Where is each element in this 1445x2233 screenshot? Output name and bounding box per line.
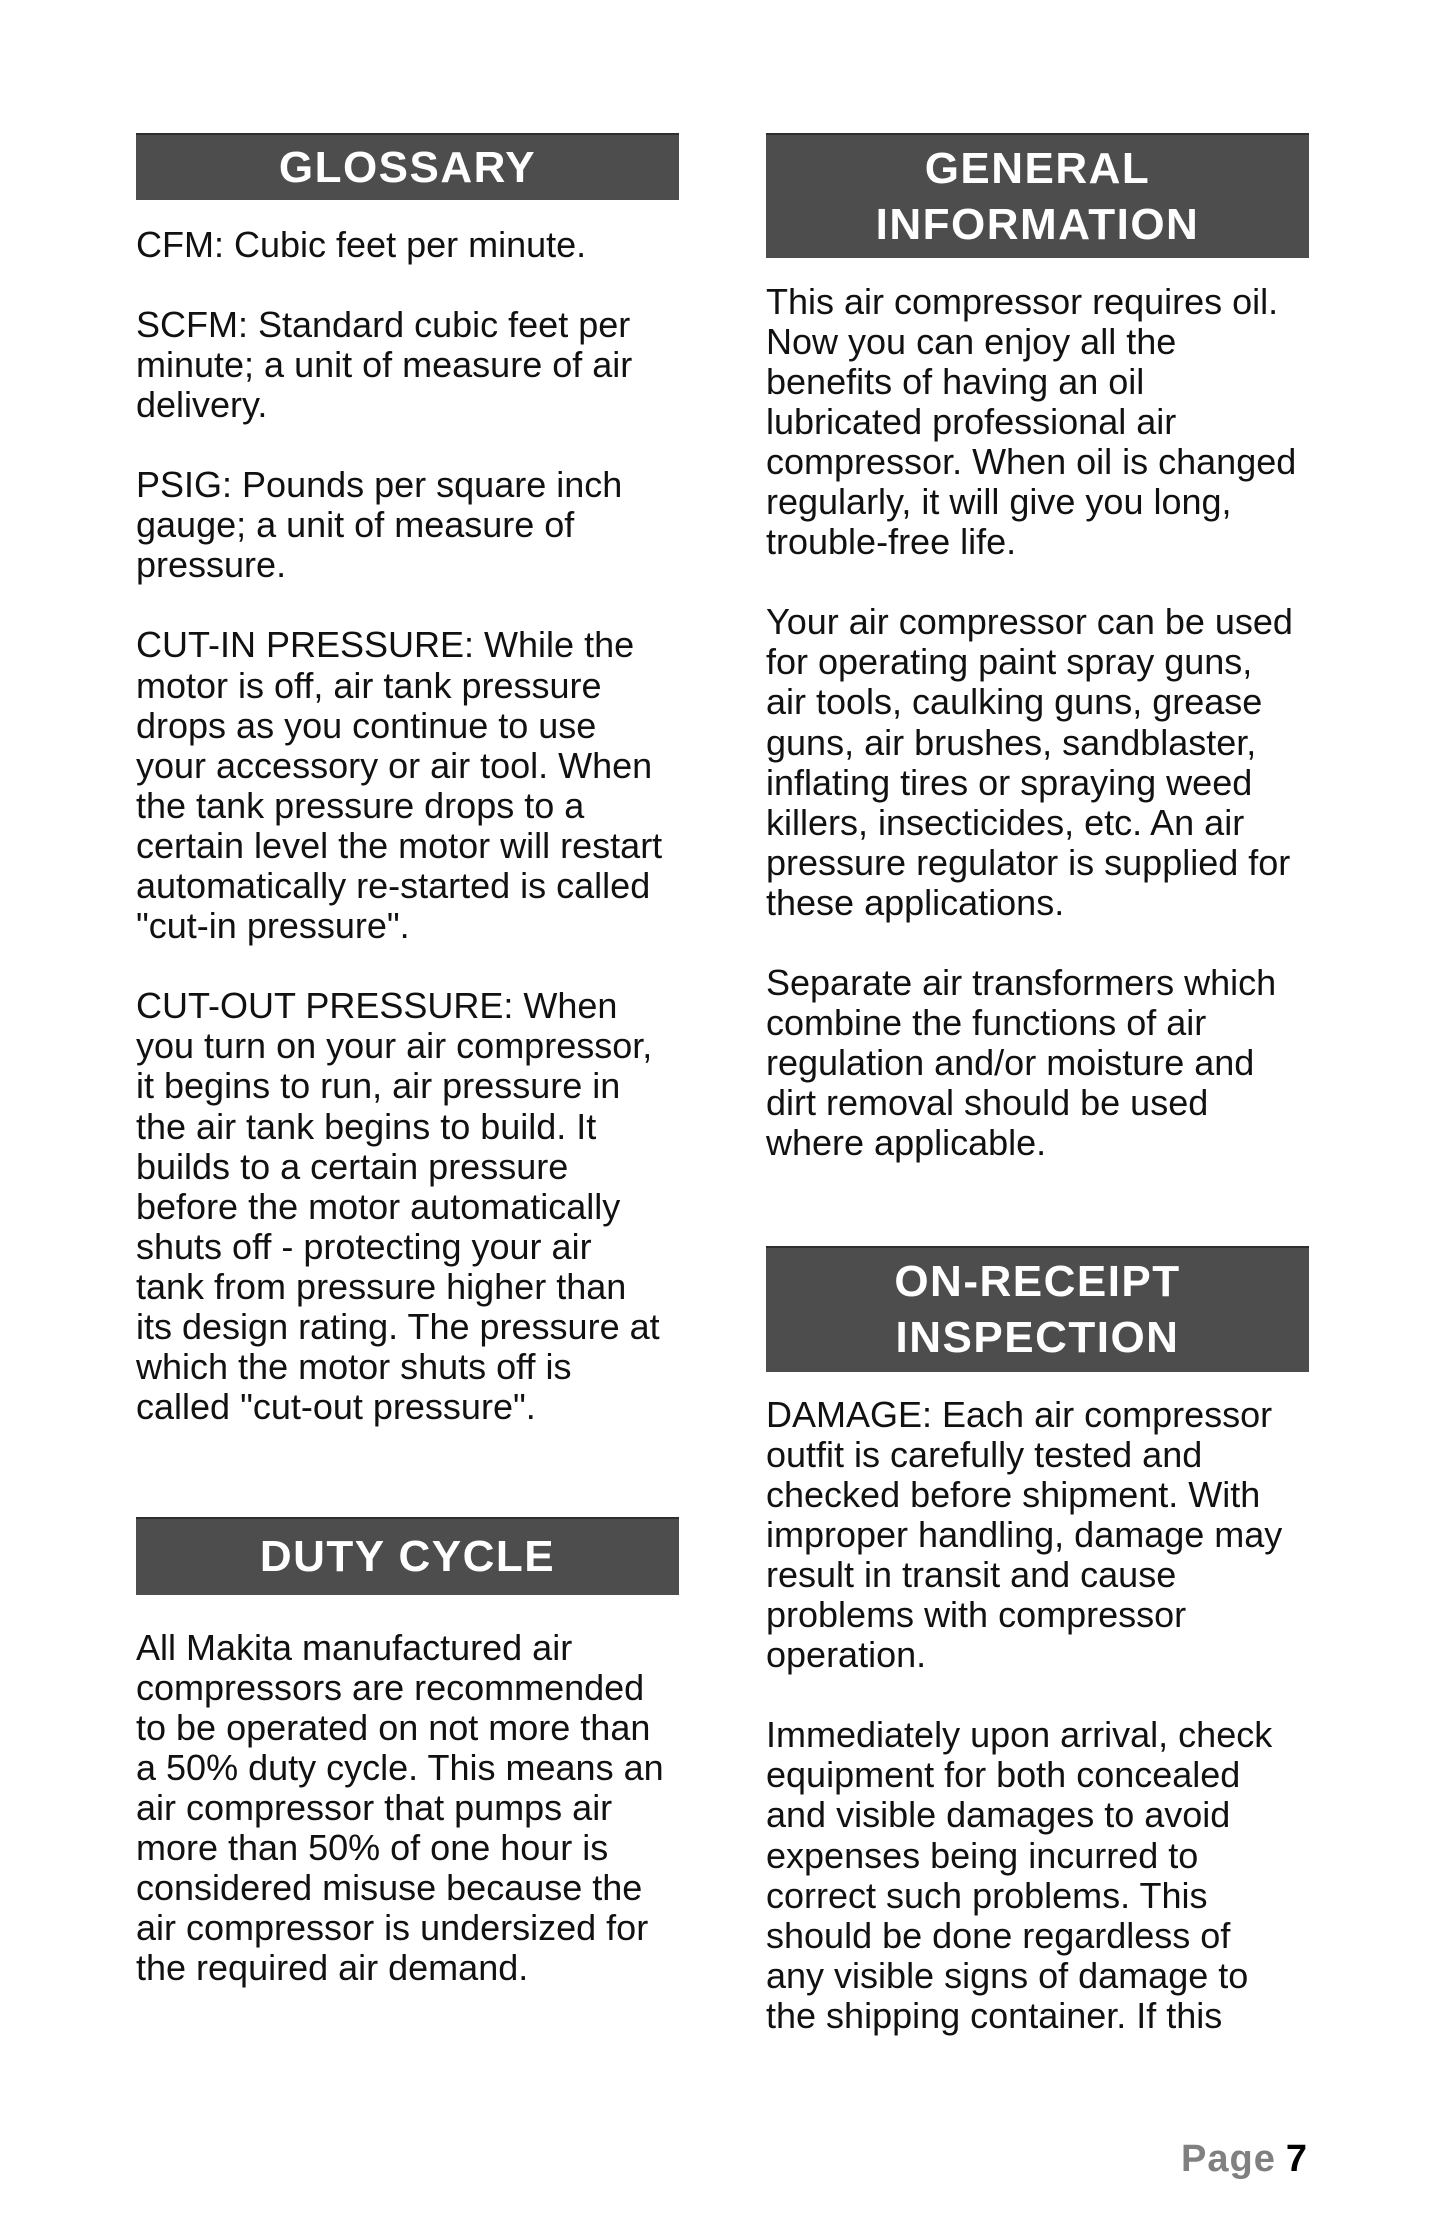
text-line: drops as you continue to use — [136, 704, 597, 746]
text-line: This air compressor requires oil. — [766, 280, 1279, 322]
text-line: automatically re-started is called — [136, 865, 651, 906]
paragraph — [766, 963, 1326, 1163]
text-line: CFM: Cubic feet per minute. — [136, 223, 587, 265]
heading-line: ON-RECEIPT — [894, 1257, 1181, 1306]
text-line: for operating paint spray guns, — [766, 641, 1253, 683]
page-footer — [1181, 2138, 1308, 2180]
text-line: where applicable. — [766, 1122, 1047, 1164]
text-line: your accessory or air tool. When — [136, 744, 653, 786]
text-line: correct such problems. This — [766, 1874, 1208, 1916]
heading-line: DUTY CYCLE — [259, 1532, 556, 1581]
text-line: delivery. — [136, 383, 268, 425]
text-line: these applications. — [766, 881, 1065, 923]
paragraph — [136, 625, 696, 946]
text-line: CUT-IN PRESSURE: While the — [136, 624, 635, 666]
paragraph — [766, 1715, 1326, 2036]
text-line: tank from pressure higher than — [136, 1265, 627, 1307]
text-line: minute; a unit of measure of air — [136, 343, 633, 385]
text-line: more than 50% of one hour is — [136, 1826, 609, 1868]
text-line: gauge; a unit of measure of — [136, 504, 575, 546]
text-line: a 50% duty cycle. This means an — [136, 1746, 664, 1788]
text-line: lubricated professional air — [766, 400, 1177, 442]
text-line: certain level the motor will restart — [136, 824, 663, 866]
text-line: result in transit and cause — [766, 1553, 1177, 1595]
general-information-body — [766, 282, 1326, 1164]
heading-line: GLOSSARY — [278, 143, 537, 192]
text-line: the air tank begins to build. It — [136, 1105, 597, 1147]
text-line: combine the functions of air — [766, 1002, 1207, 1044]
text-line: Separate air transformers which — [766, 962, 1277, 1004]
text-line: CUT-OUT PRESSURE: When — [136, 985, 618, 1027]
text-line: it begins to run, air pressure in — [136, 1065, 621, 1107]
text-line: air compressor is undersized for — [136, 1907, 649, 1949]
paragraph — [136, 986, 696, 1427]
page-label: Page — [1181, 2138, 1276, 2180]
text-line: guns, air brushes, sandblaster, — [766, 721, 1257, 763]
paragraph — [766, 282, 1326, 563]
text-line: called "cut-out pressure". — [136, 1386, 536, 1428]
paragraph — [766, 602, 1326, 923]
glossary-heading — [136, 133, 679, 200]
text-line: inflating tires or spraying weed — [766, 761, 1253, 803]
general-information-heading — [766, 133, 1309, 258]
duty-cycle-heading — [136, 1517, 679, 1595]
text-line: dirt removal should be used — [766, 1082, 1209, 1124]
heading-line: INSPECTION — [895, 1313, 1180, 1362]
text-line: motor is off, air tank pressure — [136, 664, 602, 706]
text-line: regulation and/or moisture and — [766, 1042, 1255, 1084]
text-line: outfit is carefully tested and — [766, 1433, 1203, 1475]
text-line: PSIG: Pounds per square inch — [136, 464, 623, 506]
on-receipt-inspection-heading — [766, 1246, 1309, 1372]
text-line: the shipping container. If this — [766, 1994, 1223, 2036]
paragraph — [136, 305, 696, 425]
text-line: its design rating. The pressure at — [136, 1306, 660, 1348]
text-line: DAMAGE: Each air compressor — [766, 1393, 1273, 1435]
text-line: regularly, it will give you long, — [766, 480, 1232, 522]
paragraph — [136, 465, 696, 585]
text-line: you turn on your air compressor, — [136, 1025, 653, 1067]
page-number: 7 — [1285, 2138, 1308, 2180]
text-line: should be done regardless of — [766, 1914, 1231, 1956]
text-line: air compressor that pumps air — [136, 1786, 613, 1828]
text-line: compressor. When oil is changed — [766, 440, 1297, 482]
text-line: and visible damages to avoid — [766, 1794, 1231, 1836]
heading-line: GENERAL — [924, 144, 1151, 193]
text-line: improper handling, damage may — [766, 1513, 1283, 1555]
text-line: builds to a certain pressure — [136, 1145, 569, 1187]
on-receipt-inspection-body — [766, 1395, 1326, 2037]
text-line: Immediately upon arrival, check — [766, 1714, 1273, 1756]
text-line: before the motor automatically — [136, 1185, 621, 1227]
text-line: Now you can enjoy all the — [766, 320, 1177, 362]
text-line: to be operated on not more than — [136, 1706, 651, 1748]
text-line: the tank pressure drops to a — [136, 784, 585, 826]
text-line: killers, insecticides, etc. An air — [766, 801, 1245, 843]
text-line: equipment for both concealed — [766, 1754, 1241, 1796]
text-line: All Makita manufactured air — [136, 1626, 573, 1668]
heading-line: INFORMATION — [875, 200, 1200, 249]
text-line: problems with compressor — [766, 1593, 1187, 1635]
paragraph — [136, 1628, 696, 1989]
text-line: considered misuse because the — [136, 1867, 643, 1909]
text-line: Your air compressor can be used — [766, 601, 1293, 643]
text-line: pressure regulator is supplied for — [766, 841, 1291, 883]
paragraph — [766, 1395, 1326, 1676]
text-line: SCFM: Standard cubic feet per — [136, 303, 631, 345]
glossary-body — [136, 225, 696, 1428]
text-line: checked before shipment. With — [766, 1473, 1261, 1515]
duty-cycle-body — [136, 1628, 696, 1989]
text-line: which the motor shuts off is — [136, 1346, 572, 1388]
text-line: any visible signs of damage to — [766, 1954, 1249, 1996]
text-line: pressure. — [136, 544, 287, 586]
text-line: compressors are recommended — [136, 1666, 645, 1708]
text-line: benefits of having an oil — [766, 360, 1145, 402]
text-line: shuts off - protecting your air — [136, 1225, 592, 1267]
paragraph — [136, 225, 696, 265]
text-line: "cut-in pressure". — [136, 905, 410, 947]
text-line: trouble-free life. — [766, 521, 1017, 563]
text-line: expenses being incurred to — [766, 1834, 1199, 1876]
text-line: the required air demand. — [136, 1947, 529, 1989]
text-line: operation. — [766, 1634, 927, 1676]
text-line: air tools, caulking guns, grease — [766, 681, 1263, 723]
